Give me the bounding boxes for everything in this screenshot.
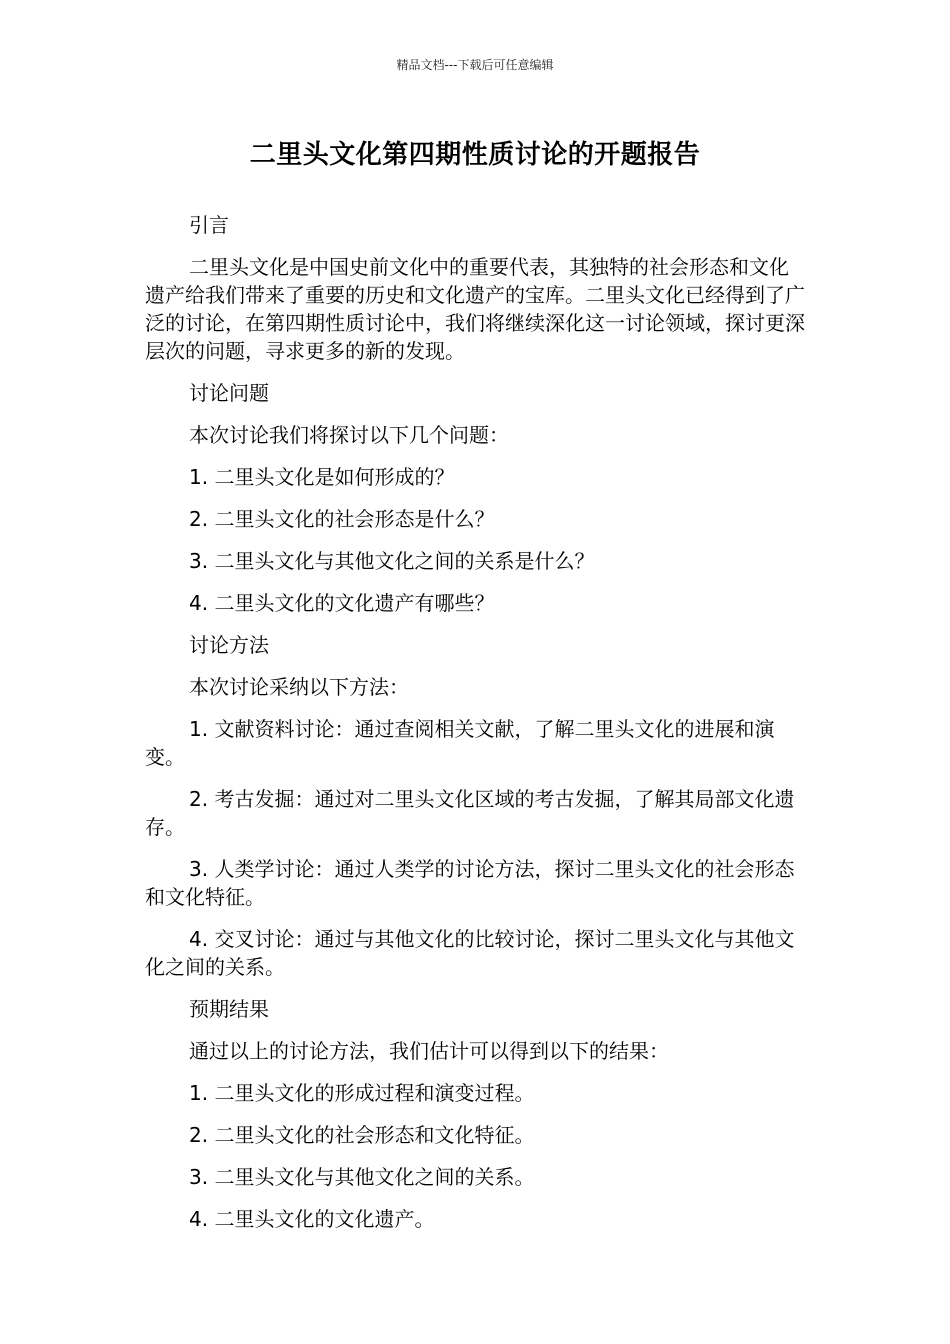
document-body: [145, 211, 805, 1233]
method-item: 3. 人类学讨论：通过人类学的讨论方法，探讨二里头文化的社会形态和文化特征。: [145, 857, 795, 909]
result-item: 1. 二里头文化的形成过程和演变过程。: [189, 1081, 535, 1105]
section-heading-methods: 讨论方法: [189, 633, 269, 657]
header-note: 精品文档---下载后可任意编辑: [396, 58, 554, 72]
methods-intro: 本次讨论采纳以下方法：: [189, 675, 409, 699]
intro-paragraph: 二里头文化是中国史前文化中的重要代表，其独特的社会形态和文化遗产给我们带来了重要的历史和文化遗产的宝库。二里头文化已经得到了广泛的讨论，在第四期性质讨论中，我们将继续深化这一讨论领域，探讨更深层次的问题，寻求更多的新的发现。: [145, 255, 805, 363]
method-item: 4. 交叉讨论：通过与其他文化的比较讨论，探讨二里头文化与其他文化之间的关系。: [145, 927, 795, 979]
results-intro: 通过以上的讨论方法，我们估计可以得到以下的结果：: [189, 1039, 669, 1063]
method-item: 2. 考古发掘：通过对二里头文化区域的考古发掘，了解其局部文化遗存。: [145, 787, 795, 839]
question-item: 2. 二里头文化的社会形态是什么？: [189, 507, 495, 531]
section-heading-questions: 讨论问题: [189, 381, 269, 405]
section-heading-intro: 引言: [189, 213, 229, 237]
document-title: 二里头文化第四期性质讨论的开题报告: [249, 140, 701, 170]
questions-intro: 本次讨论我们将探讨以下几个问题：: [189, 423, 509, 447]
method-item: 1. 文献资料讨论：通过查阅相关文献，了解二里头文化的进展和演变。: [145, 717, 775, 769]
result-item: 4. 二里头文化的文化遗产。: [189, 1207, 435, 1231]
question-item: 1. 二里头文化是如何形成的？: [189, 465, 455, 489]
question-item: 4. 二里头文化的文化遗产有哪些？: [189, 591, 495, 615]
section-heading-results: 预期结果: [189, 997, 269, 1021]
result-item: 2. 二里头文化的社会形态和文化特征。: [189, 1123, 535, 1147]
result-item: 3. 二里头文化与其他文化之间的关系。: [189, 1165, 535, 1189]
question-item: 3. 二里头文化与其他文化之间的关系是什么？: [189, 549, 595, 573]
